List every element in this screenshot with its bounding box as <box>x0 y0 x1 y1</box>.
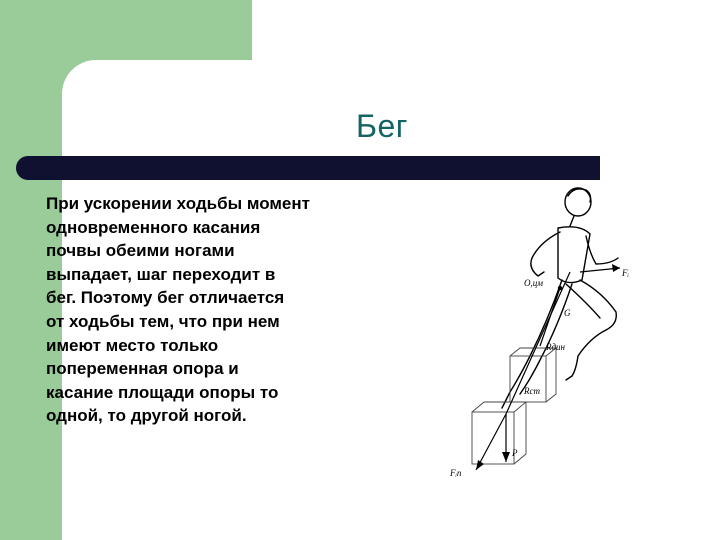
runner-hair-shape <box>568 189 591 202</box>
label-o-cm: O,цм <box>524 278 543 288</box>
running-man-force-diagram-icon <box>440 180 650 480</box>
label-p: P <box>512 448 518 458</box>
runner-front-foot-shape <box>566 376 572 380</box>
label-r-dyn: Rдин <box>546 342 566 352</box>
gravity-arrowhead <box>502 452 510 462</box>
label-g: G <box>564 308 571 318</box>
label-r-st: Rст <box>524 386 540 396</box>
inertia-arrowhead <box>612 264 620 272</box>
label-f-ip: Fᵢп <box>450 468 462 478</box>
runner-neck-shape <box>570 216 574 226</box>
label-f-i: Fᵢ <box>622 268 629 278</box>
runner-head-shape <box>565 188 591 216</box>
runner-front-arm-shape <box>586 236 618 264</box>
slide-title: Бег <box>356 108 408 144</box>
support-box-lower-edges <box>472 402 526 464</box>
center-of-mass-dot <box>558 286 562 290</box>
runner-torso-shape <box>558 227 590 283</box>
ground-reaction-arrowhead <box>476 460 484 470</box>
ground-reaction-vector-line <box>476 414 506 470</box>
dynamic-reaction-vector-line <box>540 288 560 346</box>
runner-front-leg-shape <box>572 280 616 376</box>
title-divider-bar <box>16 156 600 180</box>
runner-back-arm-shape <box>531 232 560 276</box>
slide-body-text: При ускорении ходьбы момент одновременного касания почвы обеими ногами выпадает, шаг переходит в бег. Поэтому бег отличается от ходьбы тем, что при нем имеют место только попеременная опора и касание площади опоры то одной, то другой ногой. <box>46 194 310 426</box>
